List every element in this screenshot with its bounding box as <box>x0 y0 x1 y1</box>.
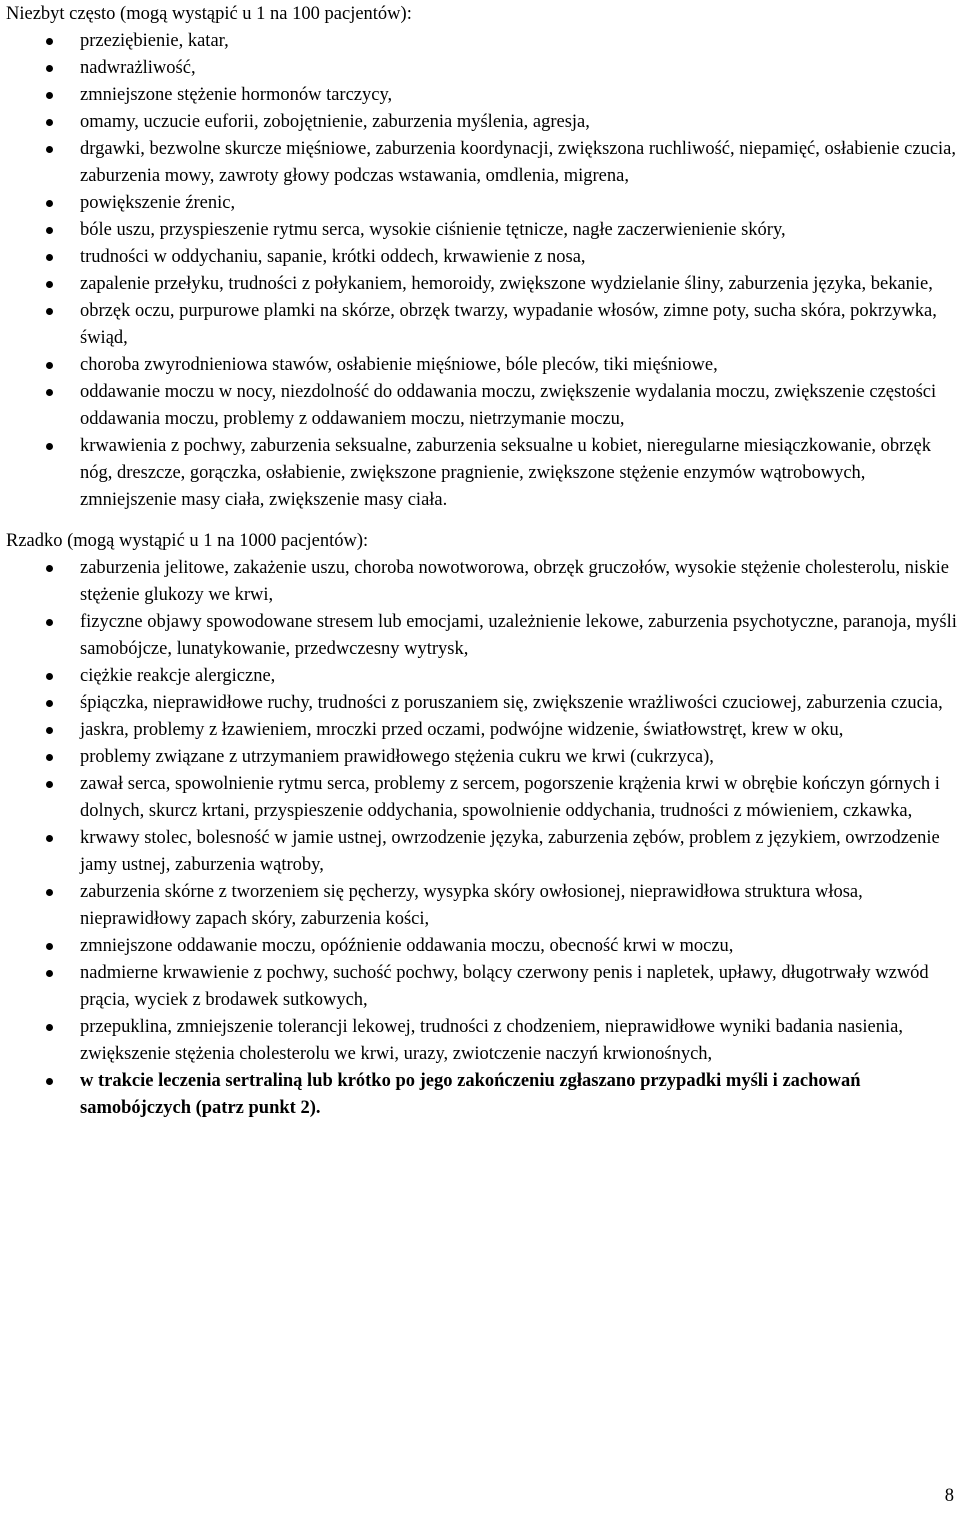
section-rare <box>6 528 960 1122</box>
section-heading-rare: Rzadko (mogą wystąpić u 1 na 1000 pacjentów): <box>6 531 369 551</box>
side-effects-list-rare <box>6 555 960 1122</box>
list-item: problemy związane z utrzymaniem prawidłowego stężenia cukru we krwi (cukrzyca), <box>80 744 960 771</box>
list-item: obrzęk oczu, purpurowe plamki na skórze, obrzęk twarzy, wypadanie włosów, zimne poty, sucha skóra, pokrzywka, świąd, <box>80 298 960 352</box>
side-effects-list-uncommon <box>6 28 960 514</box>
list-item: ciężkie reakcje alergiczne, <box>80 663 960 690</box>
list-item: fizyczne objawy spowodowane stresem lub emocjami, uzależnienie lekowe, zaburzenia psychotyczne, paranoja, myśli samobójcze, lunatykowanie, przedwczesny wytrysk, <box>80 609 960 663</box>
list-item: zaburzenia skórne z tworzeniem się pęcherzy, wysypka skóry owłosionej, nieprawidłowa struktura włosa, nieprawidłowy zapach skóry, zaburzenia kości, <box>80 879 960 933</box>
list-item: nadwrażliwość, <box>80 55 960 82</box>
list-item: śpiączka, nieprawidłowe ruchy, trudności z poruszaniem się, zwiększenie wrażliwości czuciowej, zaburzenia czucia, <box>80 690 960 717</box>
suicide-warning-item: w trakcie leczenia sertraliną lub krótko po jego zakończeniu zgłaszano przypadki myśli i zachowań samobójczych (patrz punkt 2). <box>80 1068 960 1122</box>
list-item: przeziębienie, katar, <box>80 28 960 55</box>
list-item: choroba zwyrodnieniowa stawów, osłabienie mięśniowe, bóle pleców, tiki mięśniowe, <box>80 352 960 379</box>
list-item: bóle uszu, przyspieszenie rytmu serca, wysokie ciśnienie tętnicze, nagłe zaczerwienienie skóry, <box>80 217 960 244</box>
list-item: zawał serca, spowolnienie rytmu serca, problemy z sercem, pogorszenie krążenia krwi w obrębie kończyn górnych i dolnych, skurcz krtani, przyspieszenie oddychania, spowolnienie oddychania, trudności z mówieniem, czkawka, <box>80 771 960 825</box>
list-item: nadmierne krwawienie z pochwy, suchość pochwy, bolący czerwony penis i napletek, upławy, długotrwały wzwód prącia, wyciek z brodawek sutkowych, <box>80 960 960 1014</box>
list-item: zmniejszone oddawanie moczu, opóźnienie oddawania moczu, obecność krwi w moczu, <box>80 933 960 960</box>
list-item: zmniejszone stężenie hormonów tarczycy, <box>80 82 960 109</box>
section-uncommon <box>6 1 960 514</box>
list-item: zapalenie przełyku, trudności z połykaniem, hemoroidy, zwiększone wydzielanie śliny, zaburzenia języka, bekanie, <box>80 271 960 298</box>
list-item: przepuklina, zmniejszenie tolerancji lekowej, trudności z chodzeniem, nieprawidłowe wyniki badania nasienia, zwiększenie stężenia cholesterolu we krwi, urazy, zwiotczenie naczyń krwionośnych, <box>80 1014 960 1068</box>
list-item: omamy, uczucie euforii, zobojętnienie, zaburzenia myślenia, agresja, <box>80 109 960 136</box>
list-item: powiększenie źrenic, <box>80 190 960 217</box>
list-item: krwawienia z pochwy, zaburzenia seksualne, zaburzenia seksualne u kobiet, nieregularne miesiączkowanie, obrzęk nóg, dreszcze, gorączka, osłabienie, zwiększone pragnienie, zwiększone stężenie enzymów wątrobowych, zmniejszenie masy ciała, zwiększenie masy ciała. <box>80 433 960 514</box>
list-item: trudności w oddychaniu, sapanie, krótki oddech, krwawienie z nosa, <box>80 244 960 271</box>
list-item: oddawanie moczu w nocy, niezdolność do oddawania moczu, zwiększenie wydalania moczu, zwiększenie częstości oddawania moczu, problemy z oddawaniem moczu, nietrzymanie moczu, <box>80 379 960 433</box>
list-item: drgawki, bezwolne skurcze mięśniowe, zaburzenia koordynacji, zwiększona ruchliwość, niepamięć, osłabienie czucia, zaburzenia mowy, zawroty głowy podczas wstawania, omdlenia, migrena, <box>80 136 960 190</box>
list-item: jaskra, problemy z łzawieniem, mroczki przed oczami, podwójne widzenie, światłowstręt, krew w oku, <box>80 717 960 744</box>
list-item: krwawy stolec, bolesność w jamie ustnej, owrzodzenie języka, zaburzenia zębów, problem z językiem, owrzodzenie jamy ustnej, zaburzenia wątroby, <box>80 825 960 879</box>
section-heading-uncommon: Niezbyt często (mogą wystąpić u 1 na 100 pacjentów): <box>6 4 412 24</box>
list-item: zaburzenia jelitowe, zakażenie uszu, choroba nowotworowa, obrzęk gruczołów, wysokie stężenie cholesterolu, niskie stężenie glukozy we krwi, <box>80 555 960 609</box>
page-number: 8 <box>944 1486 954 1506</box>
